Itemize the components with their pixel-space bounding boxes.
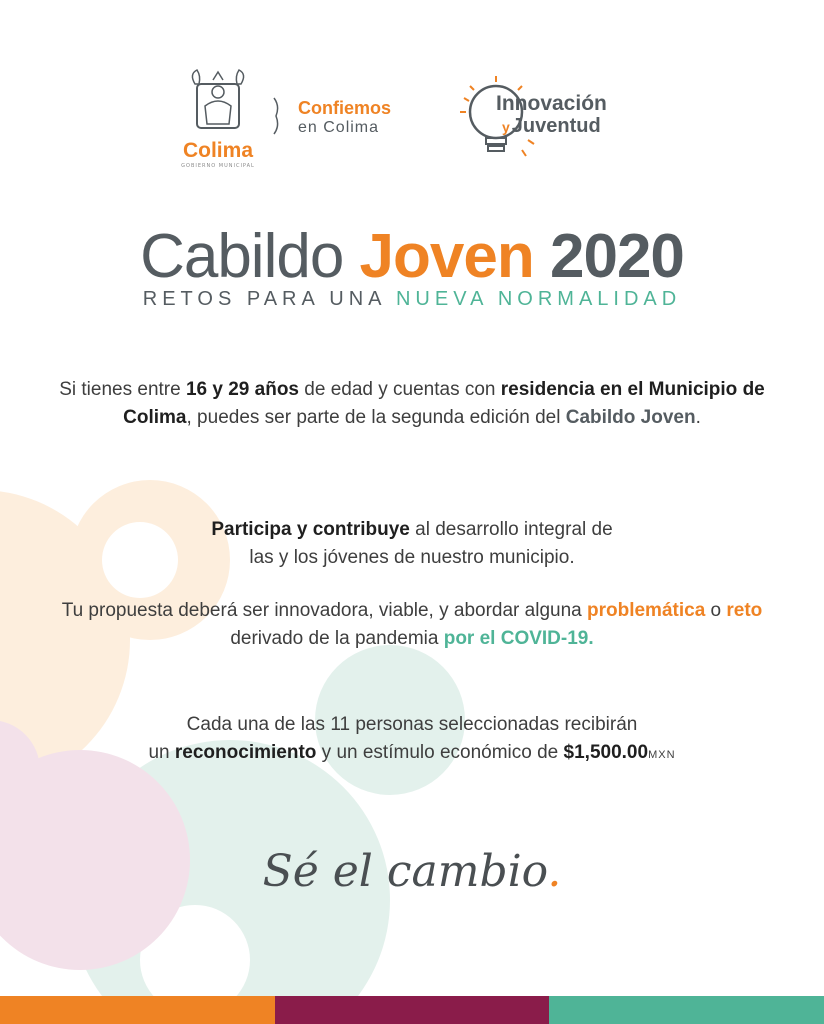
confiemos-logo — [298, 98, 391, 138]
y-text: y — [502, 119, 510, 135]
age-range: 16 y 29 años — [185, 379, 300, 400]
text: las y los jóvenes de nuestro municipio. — [249, 547, 575, 568]
colima-subtext: GOBIERNO MUNICIPAL — [181, 163, 255, 169]
text: de edad y cuentas con — [299, 379, 501, 400]
text: Cada una de las 11 personas seleccionadas recibirán — [186, 714, 638, 735]
slogan-dot: . — [547, 846, 562, 897]
reconocimiento-highlight: reconocimiento — [174, 742, 317, 763]
participa-highlight: Participa y contribuye — [211, 519, 410, 540]
brace-divider — [270, 96, 286, 136]
problematica-highlight: problemática — [587, 600, 706, 621]
currency-unit: MXN — [648, 749, 676, 761]
page-title — [0, 222, 824, 292]
text: derivado de la pandemia — [230, 628, 444, 649]
subtitle-part2: NUEVA NORMALIDAD — [395, 288, 682, 310]
text: o — [705, 600, 727, 621]
text: Si tienes entre — [59, 379, 186, 400]
bar-segment-teal — [549, 996, 824, 1024]
reto-highlight: reto — [726, 600, 763, 621]
juventud-line — [496, 115, 607, 138]
reward-paragraph — [40, 711, 784, 769]
title-cabildo: Cabildo — [140, 222, 344, 291]
innovacion-juventud-logo — [496, 93, 607, 138]
slogan — [0, 846, 824, 897]
page-subtitle — [0, 288, 824, 311]
slogan-text: Sé el cambio — [262, 846, 548, 897]
text: Tu propuesta deberá ser innovadora, viable, y abordar alguna — [61, 600, 587, 621]
colima-logo — [172, 66, 264, 169]
juventud-text: Juventud — [511, 115, 601, 137]
confiemos-subtitle: en Colima — [298, 119, 380, 136]
colima-wordmark: Colima — [182, 139, 253, 162]
proposal-paragraph — [40, 597, 784, 653]
residency: residencia en el Municipio de Colima — [123, 379, 765, 428]
covid-highlight: por el COVID-19. — [443, 628, 594, 649]
text: . — [695, 407, 701, 428]
text: un — [148, 742, 175, 763]
text: y un estímulo económico de — [316, 742, 564, 763]
eligibility-paragraph — [40, 376, 784, 432]
bar-segment-maroon — [275, 996, 550, 1024]
text: al desarrollo integral de — [409, 519, 613, 540]
bar-segment-orange — [0, 996, 275, 1024]
participate-paragraph — [40, 516, 784, 572]
title-joven: Joven — [359, 222, 534, 291]
text: , puedes ser parte de la segunda edición del — [186, 407, 566, 428]
confiemos-title: Confiemos — [298, 98, 392, 118]
amount: $1,500.00 — [563, 742, 649, 763]
coat-of-arms-icon — [185, 66, 251, 138]
title-year: 2020 — [549, 222, 684, 291]
bottom-color-bar — [0, 996, 824, 1024]
cabildo-joven-highlight: Cabildo Joven — [565, 407, 696, 428]
innovacion-text: Innovación — [496, 92, 607, 115]
subtitle-part1: RETOS PARA UNA — [142, 288, 386, 310]
